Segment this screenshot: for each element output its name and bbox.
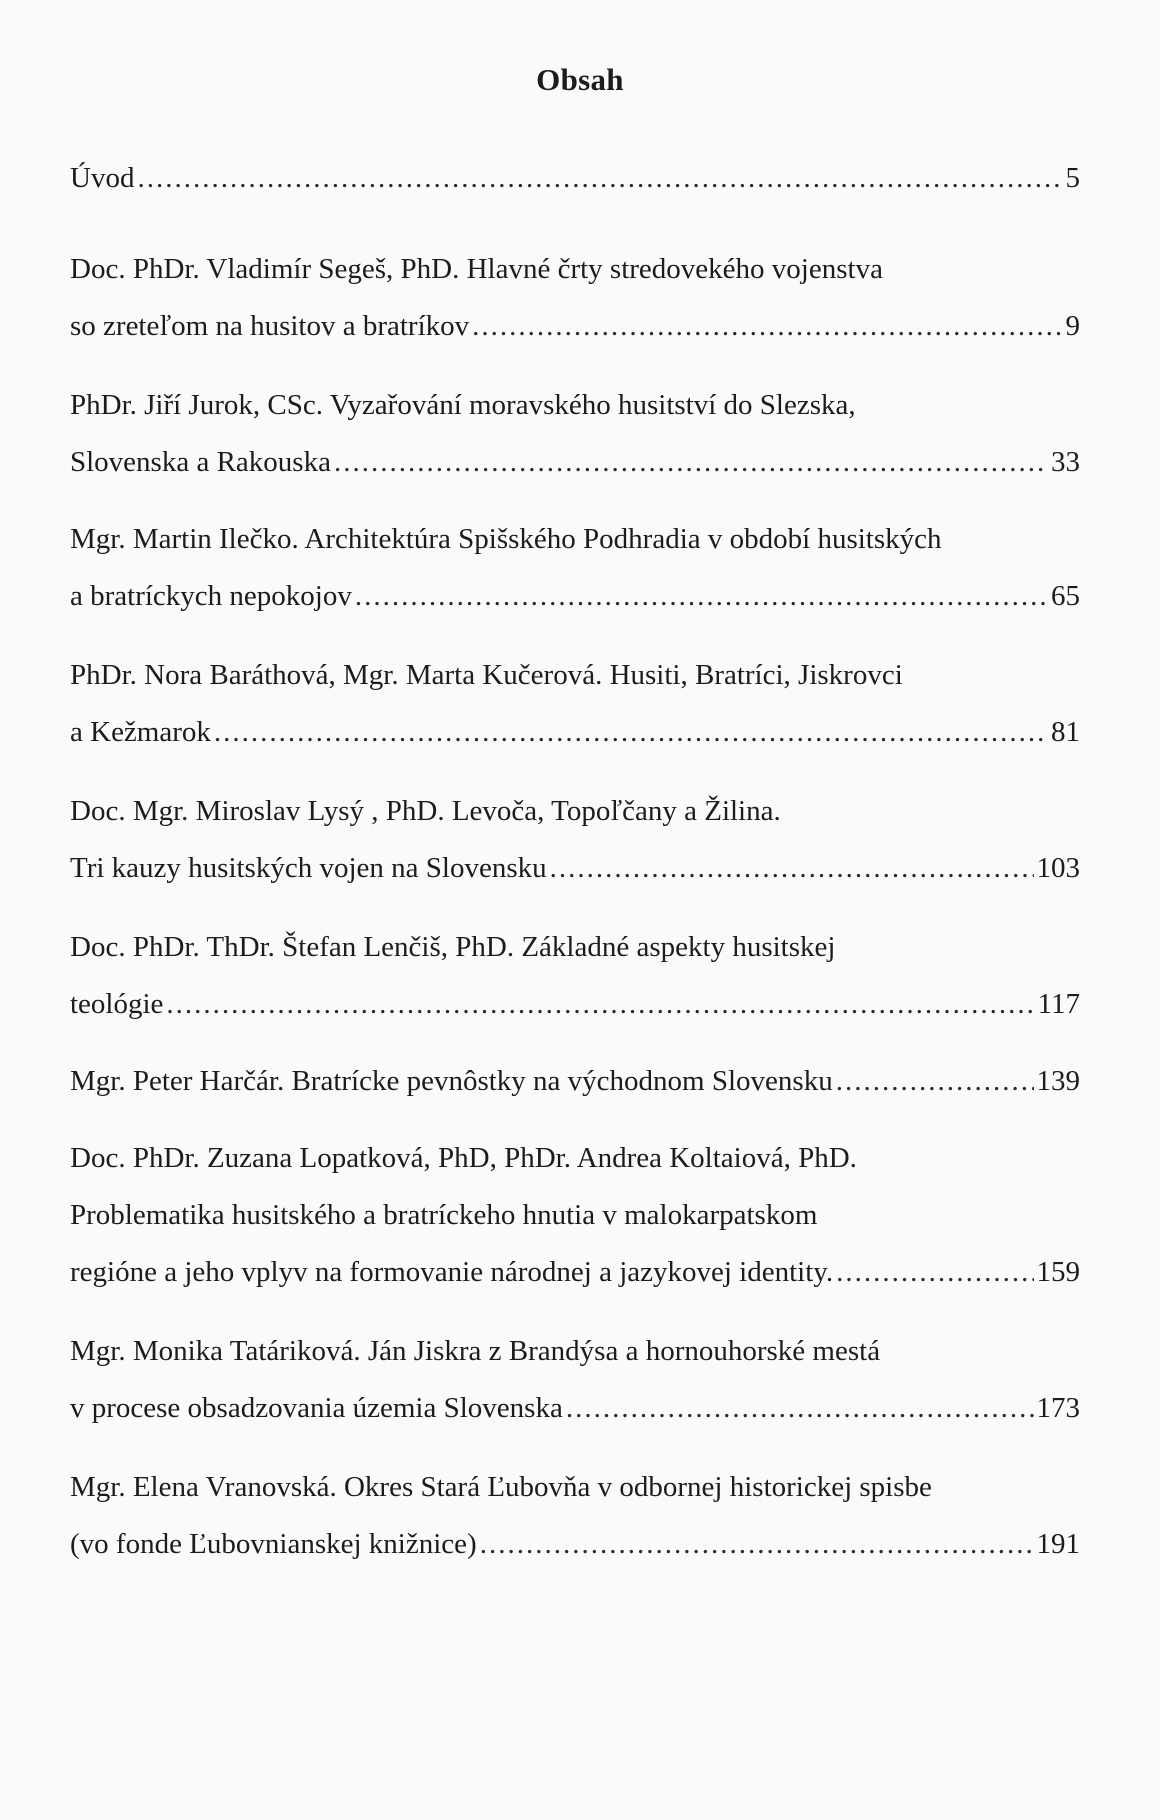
toc-entry-line: v procese obsadzovania územia Slovenska: [70, 1392, 563, 1424]
page-title: Obsah: [536, 62, 624, 97]
toc-entry-last-line: [70, 150, 1080, 207]
toc-entry-last-line: [70, 976, 1080, 1033]
dot-leader: [480, 1516, 1034, 1573]
toc-entry-line: Mgr. Monika Tatáriková. Ján Jiskra z Brandýsa a hornouhorské mestá: [70, 1335, 881, 1367]
toc-entry: [70, 150, 1080, 207]
toc-entry: [70, 241, 1080, 355]
toc-entry: [70, 783, 1080, 897]
dot-leader: [137, 150, 1062, 207]
toc-entry-line: so zreteľom na husitov a bratríkov: [70, 310, 470, 342]
toc-entry-last-line: [70, 1516, 1080, 1573]
dot-leader: [836, 1053, 1034, 1110]
dot-leader: [472, 298, 1062, 355]
toc-entry-line: Tri kauzy husitských vojen na Slovensku: [70, 852, 547, 884]
toc-entry-last-line: [70, 568, 1080, 625]
toc-entry: [70, 511, 1080, 625]
toc-page-number: 159: [1036, 1256, 1080, 1288]
toc-entry-line: Doc. PhDr. Vladimír Segeš, PhD. Hlavné črty stredovekého vojenstva: [70, 253, 883, 285]
dot-leader: [166, 976, 1034, 1033]
toc-page-number: 81: [1051, 716, 1080, 748]
toc-entry-line: Úvod: [70, 162, 135, 194]
dot-leader: [355, 568, 1048, 625]
toc-page-number: 9: [1065, 310, 1080, 342]
toc-entry: [70, 1323, 1080, 1437]
toc-entry-line: Mgr. Peter Harčár. Bratrícke pevnôstky na východnom Slovensku: [70, 1065, 833, 1097]
dot-leader: [214, 704, 1048, 761]
toc-page-number: 191: [1036, 1528, 1080, 1560]
table-of-contents: [70, 150, 1080, 1593]
toc-entry-last-line: [70, 434, 1080, 491]
toc-entry-line: teológie: [70, 988, 164, 1020]
toc-page-number: 117: [1037, 988, 1080, 1020]
toc-entry-line: Doc. PhDr. Zuzana Lopatková, PhD, PhDr. Andrea Koltaiová, PhD.: [70, 1142, 857, 1174]
toc-entry-line: a bratríckych nepokojov: [70, 580, 352, 612]
toc-entry-line: Slovenska a Rakouska: [70, 446, 331, 478]
toc-entry-last-line: [70, 1244, 1080, 1301]
toc-page-number: 139: [1036, 1065, 1080, 1097]
toc-entry-line: Problematika husitského a bratríckeho hnutia v malokarpatskom: [70, 1199, 818, 1231]
dot-leader: [550, 840, 1034, 897]
toc-entry-last-line: [70, 1053, 1080, 1110]
toc-entry: [70, 919, 1080, 1033]
toc-entry-line: Doc. PhDr. ThDr. Štefan Lenčiš, PhD. Základné aspekty husitskej: [70, 931, 836, 963]
dot-leader: [334, 434, 1048, 491]
toc-entry: [70, 1459, 1080, 1573]
toc-page-number: 33: [1051, 446, 1080, 478]
dot-leader: [566, 1380, 1034, 1437]
toc-entry-last-line: [70, 704, 1080, 761]
toc-entry-last-line: [70, 298, 1080, 355]
toc-page-number: 65: [1051, 580, 1080, 612]
toc-entry-line: PhDr. Jiří Jurok, CSc. Vyzařování moravského husitství do Slezska,: [70, 389, 856, 421]
toc-page-number: 173: [1036, 1392, 1080, 1424]
toc-entry-line: a Kežmarok: [70, 716, 211, 748]
toc-entry-line: regióne a jeho vplyv na formovanie národnej a jazykovej identity.: [70, 1256, 834, 1288]
toc-entry: [70, 647, 1080, 761]
toc-entry-line: Mgr. Martin Ilečko. Architektúra Spišského Podhradia v období husitských: [70, 523, 942, 555]
toc-entry: [70, 1053, 1080, 1110]
toc-page-number: 5: [1065, 162, 1080, 194]
toc-entry: [70, 377, 1080, 491]
toc-entry-line: (vo fonde Ľubovnianskej knižnice): [70, 1528, 477, 1560]
toc-entry-line: Mgr. Elena Vranovská. Okres Stará Ľubovňa v odbornej historickej spisbe: [70, 1471, 932, 1503]
toc-entry-line: PhDr. Nora Baráthová, Mgr. Marta Kučerová. Husiti, Bratríci, Jiskrovci: [70, 659, 903, 691]
toc-entry-line: Doc. Mgr. Miroslav Lysý , PhD. Levoča, Topoľčany a Žilina.: [70, 795, 781, 827]
toc-page-number: 103: [1036, 852, 1080, 884]
toc-entry: [70, 1130, 1080, 1301]
toc-entry-last-line: [70, 840, 1080, 897]
dot-leader: [836, 1244, 1033, 1301]
toc-entry-last-line: [70, 1380, 1080, 1437]
